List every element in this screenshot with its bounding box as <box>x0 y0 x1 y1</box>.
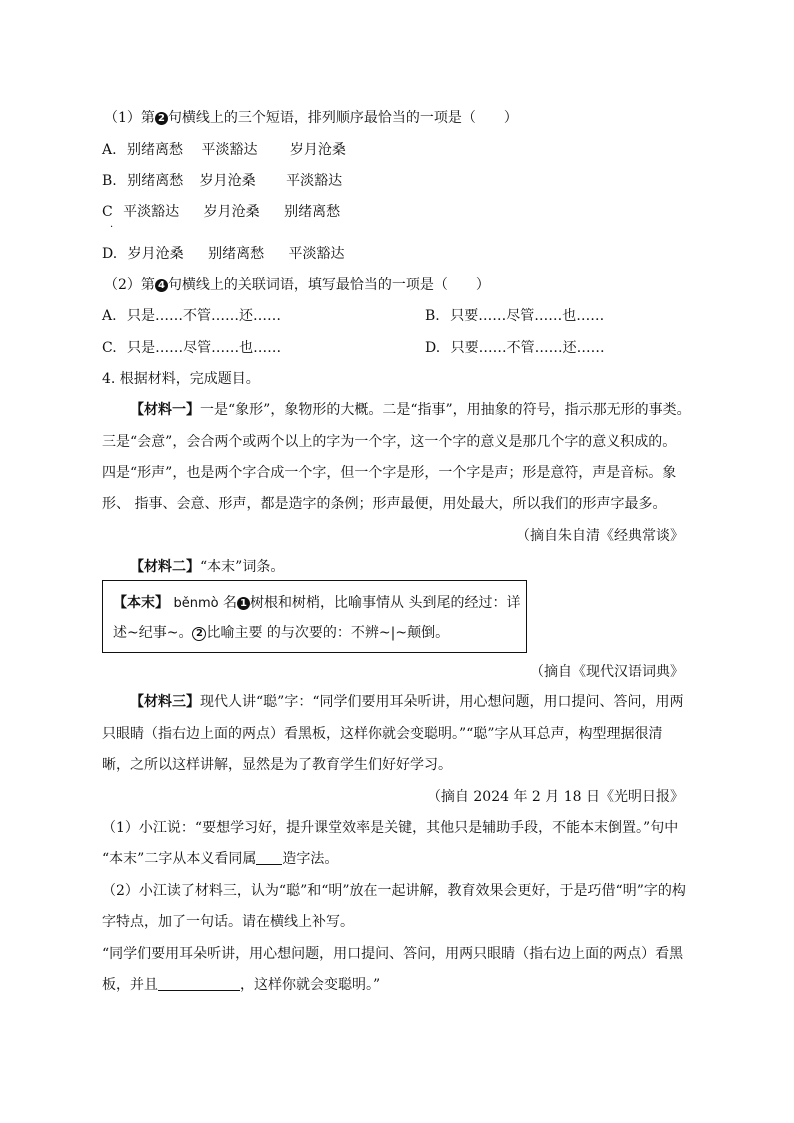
phrase-3: 别绪离愁 <box>284 204 341 220</box>
material3-text: 现代人讲“聪”字：“同学们要用耳朵听讲，用心想问题，用口提问、答问，用两 <box>200 694 684 710</box>
material1-line3: 四是“形声”，也是两个字合成一个字，但一个字是形，一个字是声；形是意符，声是音标。象 <box>102 465 677 481</box>
option-text: 只是……尽管……也…… <box>127 340 282 356</box>
q4-sub1-text-end: 造字法。 <box>282 851 339 867</box>
entry-headword: 【本末】 <box>113 595 169 611</box>
material3-line2: 只眼睛（指右边上面的两点）看黑板，这样你就会变聪明。”“聪”字从耳总声，构型理据很清 <box>102 726 663 742</box>
material2-text: “本末”词条。 <box>200 559 285 575</box>
phrase-3: 平淡豁达 <box>286 173 343 189</box>
material3-source: （摘自 2024 年 2 月 18 日《光明日报》 <box>426 789 684 805</box>
q3-sub1-option-b[interactable] <box>102 171 342 191</box>
phrase-2: 别绪离愁 <box>208 246 265 262</box>
stem-prefix: （1）第 <box>104 110 155 126</box>
q3-sub2-option-b[interactable] <box>425 306 604 326</box>
q4-sub2-text-end: ，这样你就会变聪明。” <box>240 977 381 993</box>
phrase-2: 平淡豁达 <box>201 142 258 158</box>
q4-title: 4. 根据材料，完成题目。 <box>102 371 260 387</box>
q4-sub2-line4 <box>102 975 380 995</box>
q3-sub2-option-c[interactable] <box>102 338 281 358</box>
phrase-2: 岁月沧桑 <box>199 173 256 189</box>
option-letter: B. <box>102 173 117 189</box>
phrase-3: 岁月沧桑 <box>289 142 346 158</box>
phrase-1: 平淡豁达 <box>123 204 180 220</box>
q4-sub2-line2: 字特点，加了一句话。请在横线上补写。 <box>102 914 354 930</box>
option-text: 只要……尽管……也…… <box>450 308 605 324</box>
phrase-1: 别绪离愁 <box>127 142 184 158</box>
material1-line2: 三是“会意”，会合两个或两个以上的字为一个字，这一个字的意义是那几个字的意义积成的。 <box>102 434 677 450</box>
phrase-1: 别绪离愁 <box>127 173 184 189</box>
material3-line3: 晰，之所以这样讲解，显然是为了教育学生们好好学习。 <box>102 757 452 773</box>
q4-sub2-text: 板，并且 <box>102 977 158 993</box>
dictionary-entry-box <box>102 580 527 653</box>
option-text: 只要……不管……还…… <box>450 340 605 356</box>
answer-blank-1[interactable] <box>256 850 282 865</box>
dictionary-entry-line1 <box>113 593 520 614</box>
option-letter: C <box>102 204 113 220</box>
entry-part-of-speech: 名 <box>223 595 238 611</box>
material1-line4: 形、 指事、会意、形声，都是造字的条例；形声最便，用处最大，所以我们的形声字最多。 <box>102 496 667 512</box>
material2-label: 【材料二】 <box>130 559 200 575</box>
q4-sub2-line1: （2）小江读了材料三，认为“聪”和“明”放在一起讲解，教育效果会更好，于是巧借“明”字的构 <box>102 883 686 899</box>
answer-blank-2[interactable] <box>158 976 240 991</box>
sense-2-text: 比喻主要 的与次要的：不辨~|~颠倒。 <box>206 625 450 641</box>
option-letter: C. <box>102 340 117 356</box>
material1-label: 【材料一】 <box>130 402 200 418</box>
q3-sub2-stem <box>104 275 490 295</box>
material2-intro <box>130 557 284 577</box>
circled-number: 4 <box>155 279 168 292</box>
material3-label: 【材料三】 <box>130 694 200 710</box>
q4-sub1-text: “本末”二字从本义看同属 <box>102 851 257 867</box>
circled-number: 2 <box>155 112 168 125</box>
option-text: 只是……不管……还…… <box>127 308 282 324</box>
q4-sub2-line3: “同学们要用耳朵听讲，用心想问题，用口提问、答问，用两只眼睛（指右边上面的两点）看黑 <box>102 946 684 962</box>
phrase-2: 岁月沧桑 <box>203 204 260 220</box>
q3-sub1-option-d[interactable] <box>102 244 345 264</box>
material3-line1 <box>130 692 683 712</box>
q4-sub1-line1: （1）小江说：“要想学习好，提升课堂效率是关键，其他只是辅助手段，不能本末倒置。”句中 <box>102 820 679 836</box>
stem-text: 句横线上的三个短语，排列顺序最恰当的一项是（ ） <box>167 110 518 126</box>
sense-1-examples: 述~纪事~。 <box>113 625 193 641</box>
material1-source: （摘自朱自清《经典常谈》 <box>516 528 684 544</box>
option-letter: B. <box>425 308 440 324</box>
phrase-1: 岁月沧桑 <box>127 246 184 262</box>
entry-pinyin: běnmò <box>173 596 219 611</box>
q3-sub2-option-d[interactable] <box>425 338 605 358</box>
option-letter: D. <box>102 246 118 262</box>
sense-number-1: 1 <box>237 597 250 610</box>
q4-sub1-line2 <box>102 849 338 869</box>
sense-number-2: 2 <box>192 627 206 641</box>
q3-sub1-option-c[interactable] <box>102 202 340 222</box>
option-letter: A. <box>102 308 117 324</box>
stem-prefix: （2）第 <box>104 277 155 293</box>
sense-1-text: 树根和树梢，比喻事情从 头到尾的经过：详 <box>250 595 521 611</box>
stem-text: 句横线上的关联词语，填写最恰当的一项是（ ） <box>167 277 490 293</box>
material1-text: 一是“象形”，象物形的大概。二是“指事”，用抽象的符号，指示那无形的事类。 <box>200 402 691 418</box>
dictionary-entry-line2 <box>113 623 449 643</box>
material1-line1 <box>130 400 691 420</box>
phrase-3: 平淡豁达 <box>288 246 345 262</box>
q3-sub1-stem <box>104 108 518 128</box>
stray-dot: · <box>110 222 114 233</box>
material2-source: （摘自《现代汉语词典》 <box>530 664 684 680</box>
option-letter: A. <box>102 142 117 158</box>
q3-sub1-option-a[interactable] <box>102 140 346 160</box>
option-letter: D. <box>425 340 441 356</box>
q3-sub2-option-a[interactable] <box>102 306 281 326</box>
